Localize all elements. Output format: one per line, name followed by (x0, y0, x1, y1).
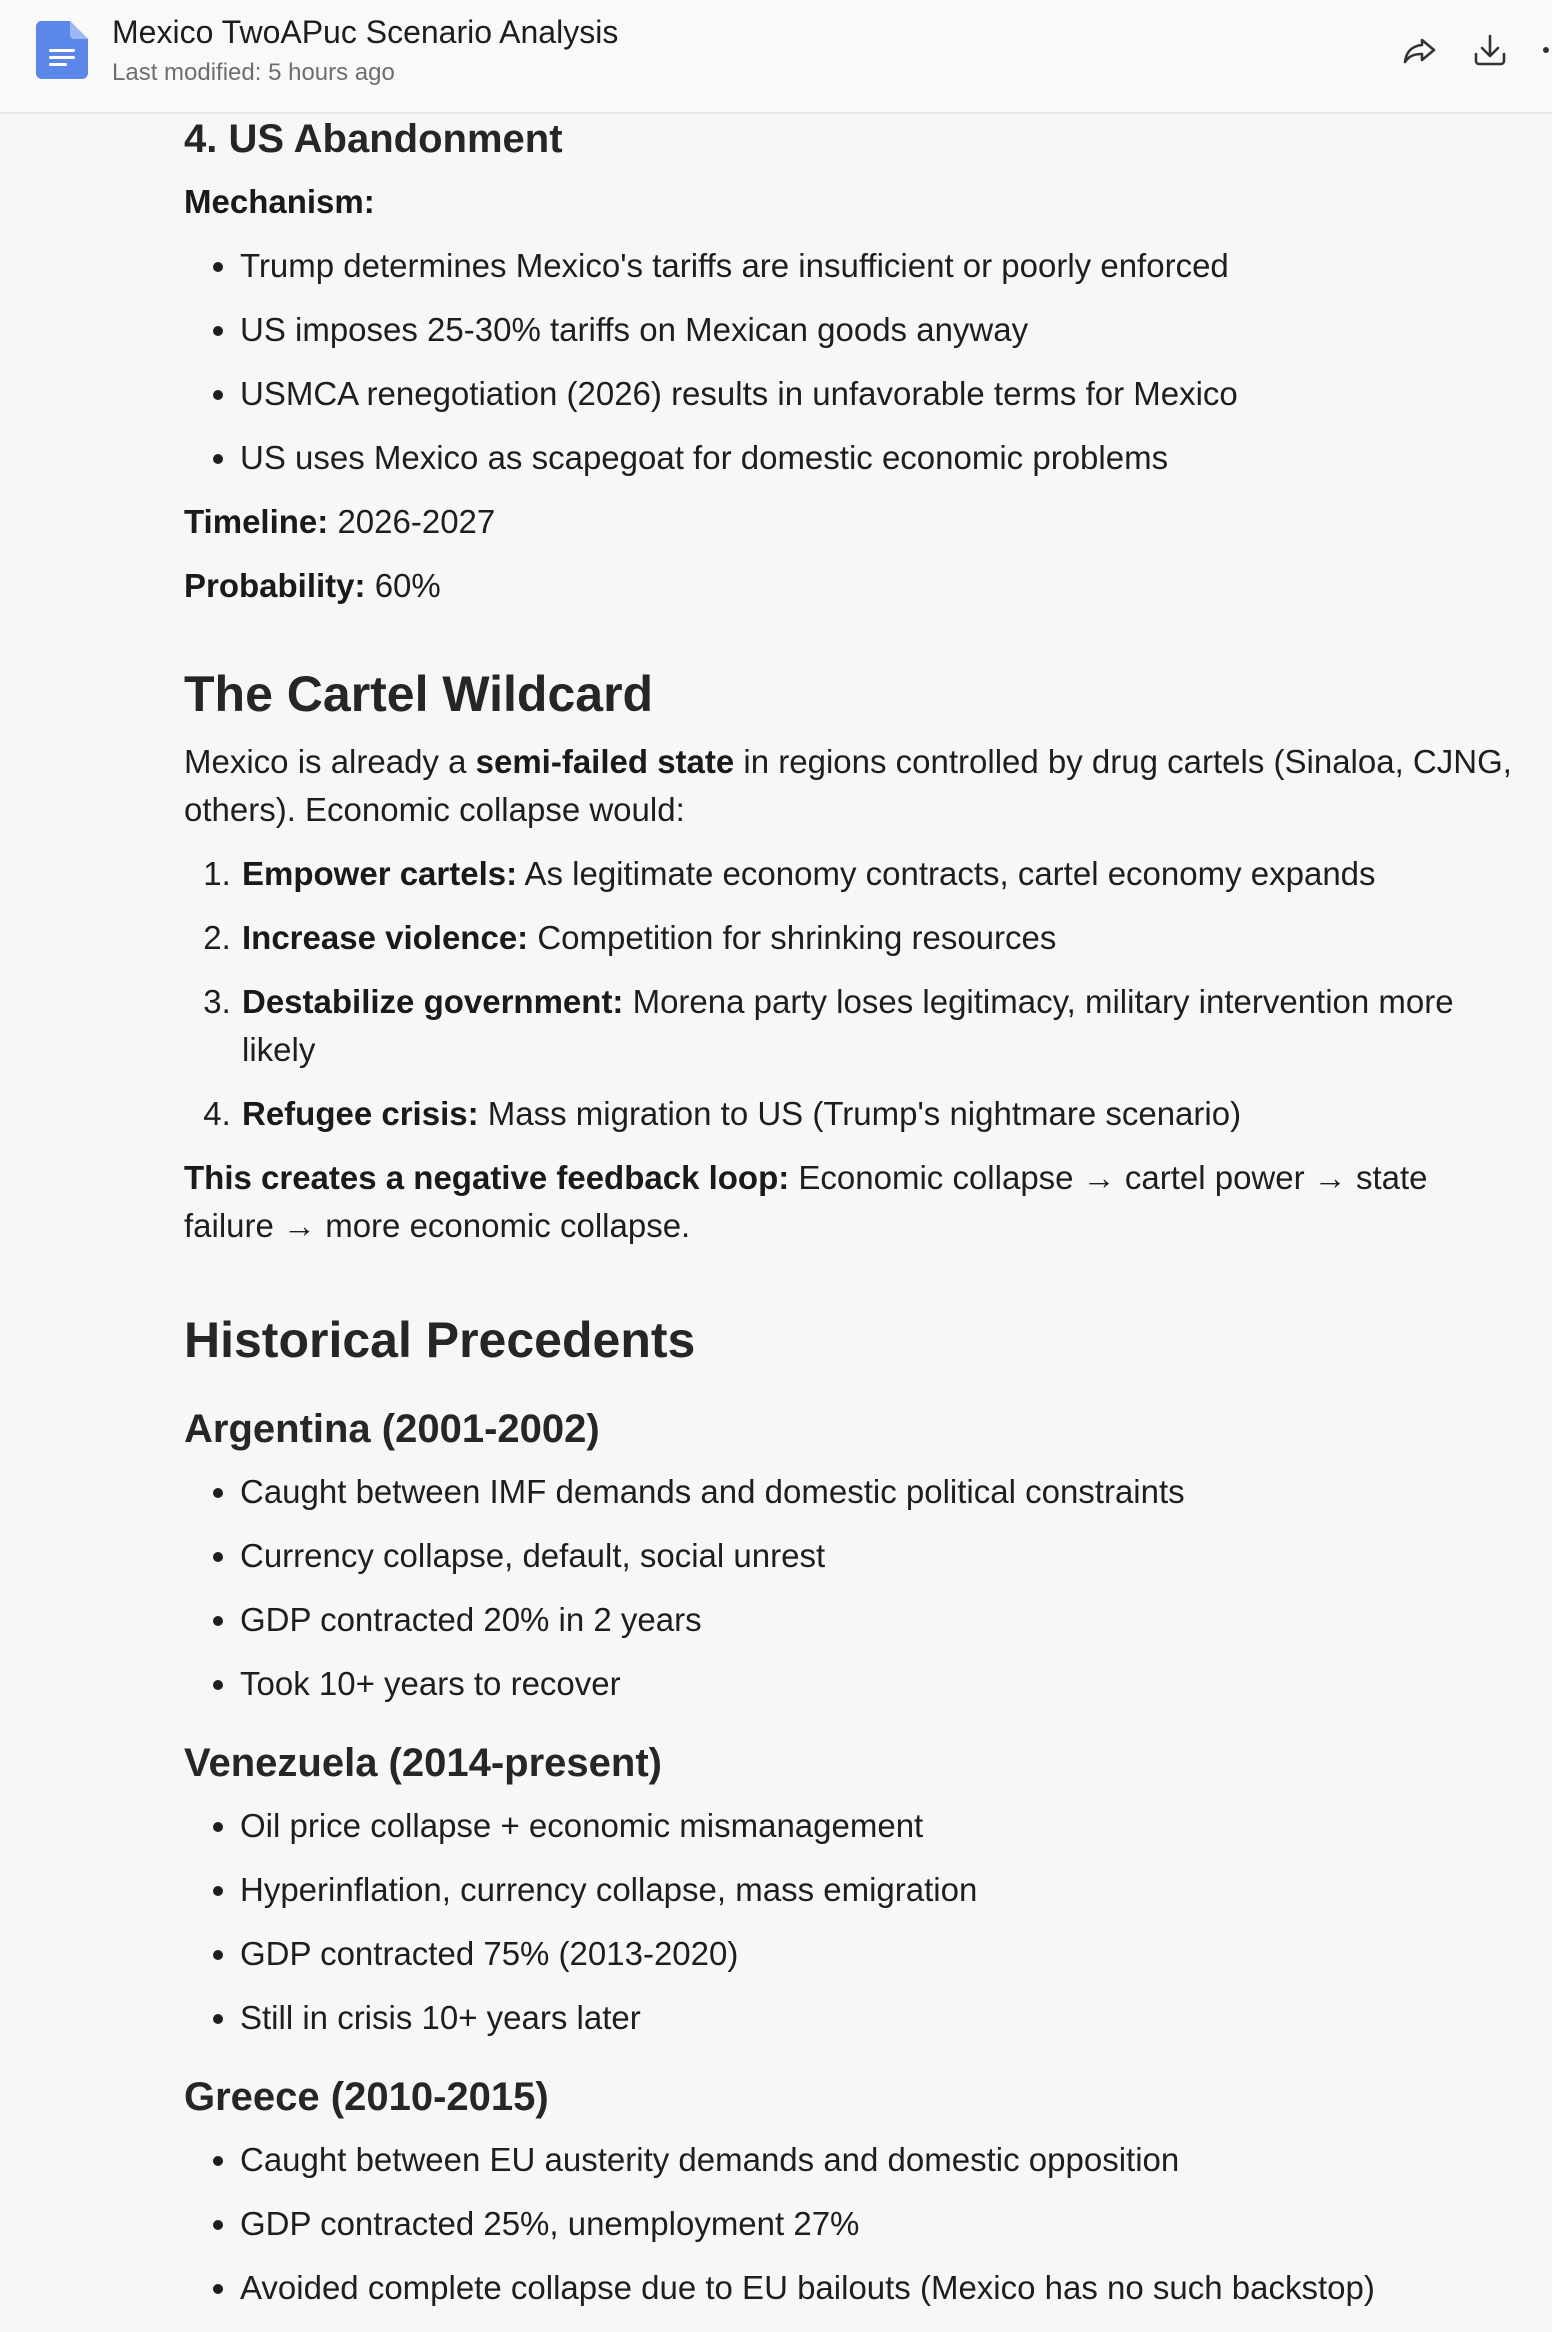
timeline-value: 2026-2027 (337, 503, 496, 540)
section-heading-us-abandonment: 4. US Abandonment (184, 117, 563, 161)
list-item: • Caught between EU austerity demands and domestic opposition (240, 2136, 1524, 2184)
case-heading-venezuela: Venezuela (2014-present) (184, 1741, 662, 1785)
probability-value: 60% (374, 567, 441, 604)
cartel-intro: Mexico is already a semi-failed state in regions controlled by drug cartels (Sinaloa, CJNG, others). Economic collapse would: (184, 743, 1512, 828)
list-item: • Caught between IMF demands and domestic political constraints (240, 1468, 1524, 1516)
list-item: • US imposes 25-30% tariffs on Mexican goods anyway (240, 306, 1524, 354)
mechanism-label: Mechanism: (184, 183, 375, 220)
top-bar (0, 0, 1552, 114)
list-item: • Still in crisis 10+ years later (240, 1994, 1524, 2042)
list-item: • USMCA renegotiation (2026) results in unfavorable terms for Mexico (240, 370, 1524, 418)
section-heading-cartel-wildcard: The Cartel Wildcard (184, 666, 654, 722)
list-item: • Took 10+ years to recover (240, 1660, 1524, 1708)
share-icon (1398, 28, 1442, 72)
cartel-effects-list (184, 850, 1524, 1138)
more-icon (1538, 28, 1552, 72)
section-heading-historical-precedents: Historical Precedents (184, 1312, 696, 1368)
timeline-label: Timeline: (184, 503, 329, 540)
list-item: • Trump determines Mexico's tariffs are insufficient or poorly enforced (240, 242, 1524, 290)
venezuela-list (184, 1802, 1524, 2042)
last-modified: Last modified: 5 hours ago (112, 59, 395, 86)
document-icon (36, 21, 88, 79)
list-item: 2. Increase violence: Competition for shrinking resources (240, 914, 1524, 962)
argentina-list (184, 1468, 1524, 1708)
mechanism-list (184, 242, 1524, 482)
timeline-line (184, 498, 1524, 546)
case-heading-argentina: Argentina (2001-2002) (184, 1407, 600, 1451)
list-item: • GDP contracted 75% (2013-2020) (240, 1930, 1524, 1978)
list-item: • Avoided complete collapse due to EU bailouts (Mexico has no such backstop) (240, 2264, 1524, 2312)
list-item: • US uses Mexico as scapegoat for domestic economic problems (240, 434, 1524, 482)
download-button[interactable] (1468, 28, 1512, 72)
case-heading-greece: Greece (2010-2015) (184, 2075, 549, 2119)
probability-line (184, 562, 1524, 610)
list-item: 4. Refugee crisis: Mass migration to US (Trump's nightmare scenario) (240, 1090, 1524, 1138)
list-item: • GDP contracted 25%, unemployment 27% (240, 2200, 1524, 2248)
list-item: • Hyperinflation, currency collapse, mass emigration (240, 1866, 1524, 1914)
list-item: 1. Empower cartels: As legitimate economy contracts, cartel economy expands (240, 850, 1524, 898)
greece-list (184, 2136, 1524, 2312)
list-item: • Currency collapse, default, social unrest (240, 1532, 1524, 1580)
probability-label: Probability: (184, 567, 366, 604)
more-button[interactable] (1538, 28, 1552, 72)
feedback-loop: This creates a negative feedback loop: Economic collapse → cartel power → state failure → more economic collapse. (184, 1159, 1428, 1244)
list-item: 3. Destabilize government: Morena party loses legitimacy, military intervention more likely (240, 978, 1524, 1074)
document-body (184, 114, 1524, 2328)
download-icon (1468, 28, 1512, 72)
list-item: • Oil price collapse + economic mismanagement (240, 1802, 1524, 1850)
share-button[interactable] (1398, 28, 1442, 72)
list-item: • GDP contracted 20% in 2 years (240, 1596, 1524, 1644)
document-title: Mexico TwoAPuc Scenario Analysis (112, 14, 619, 50)
